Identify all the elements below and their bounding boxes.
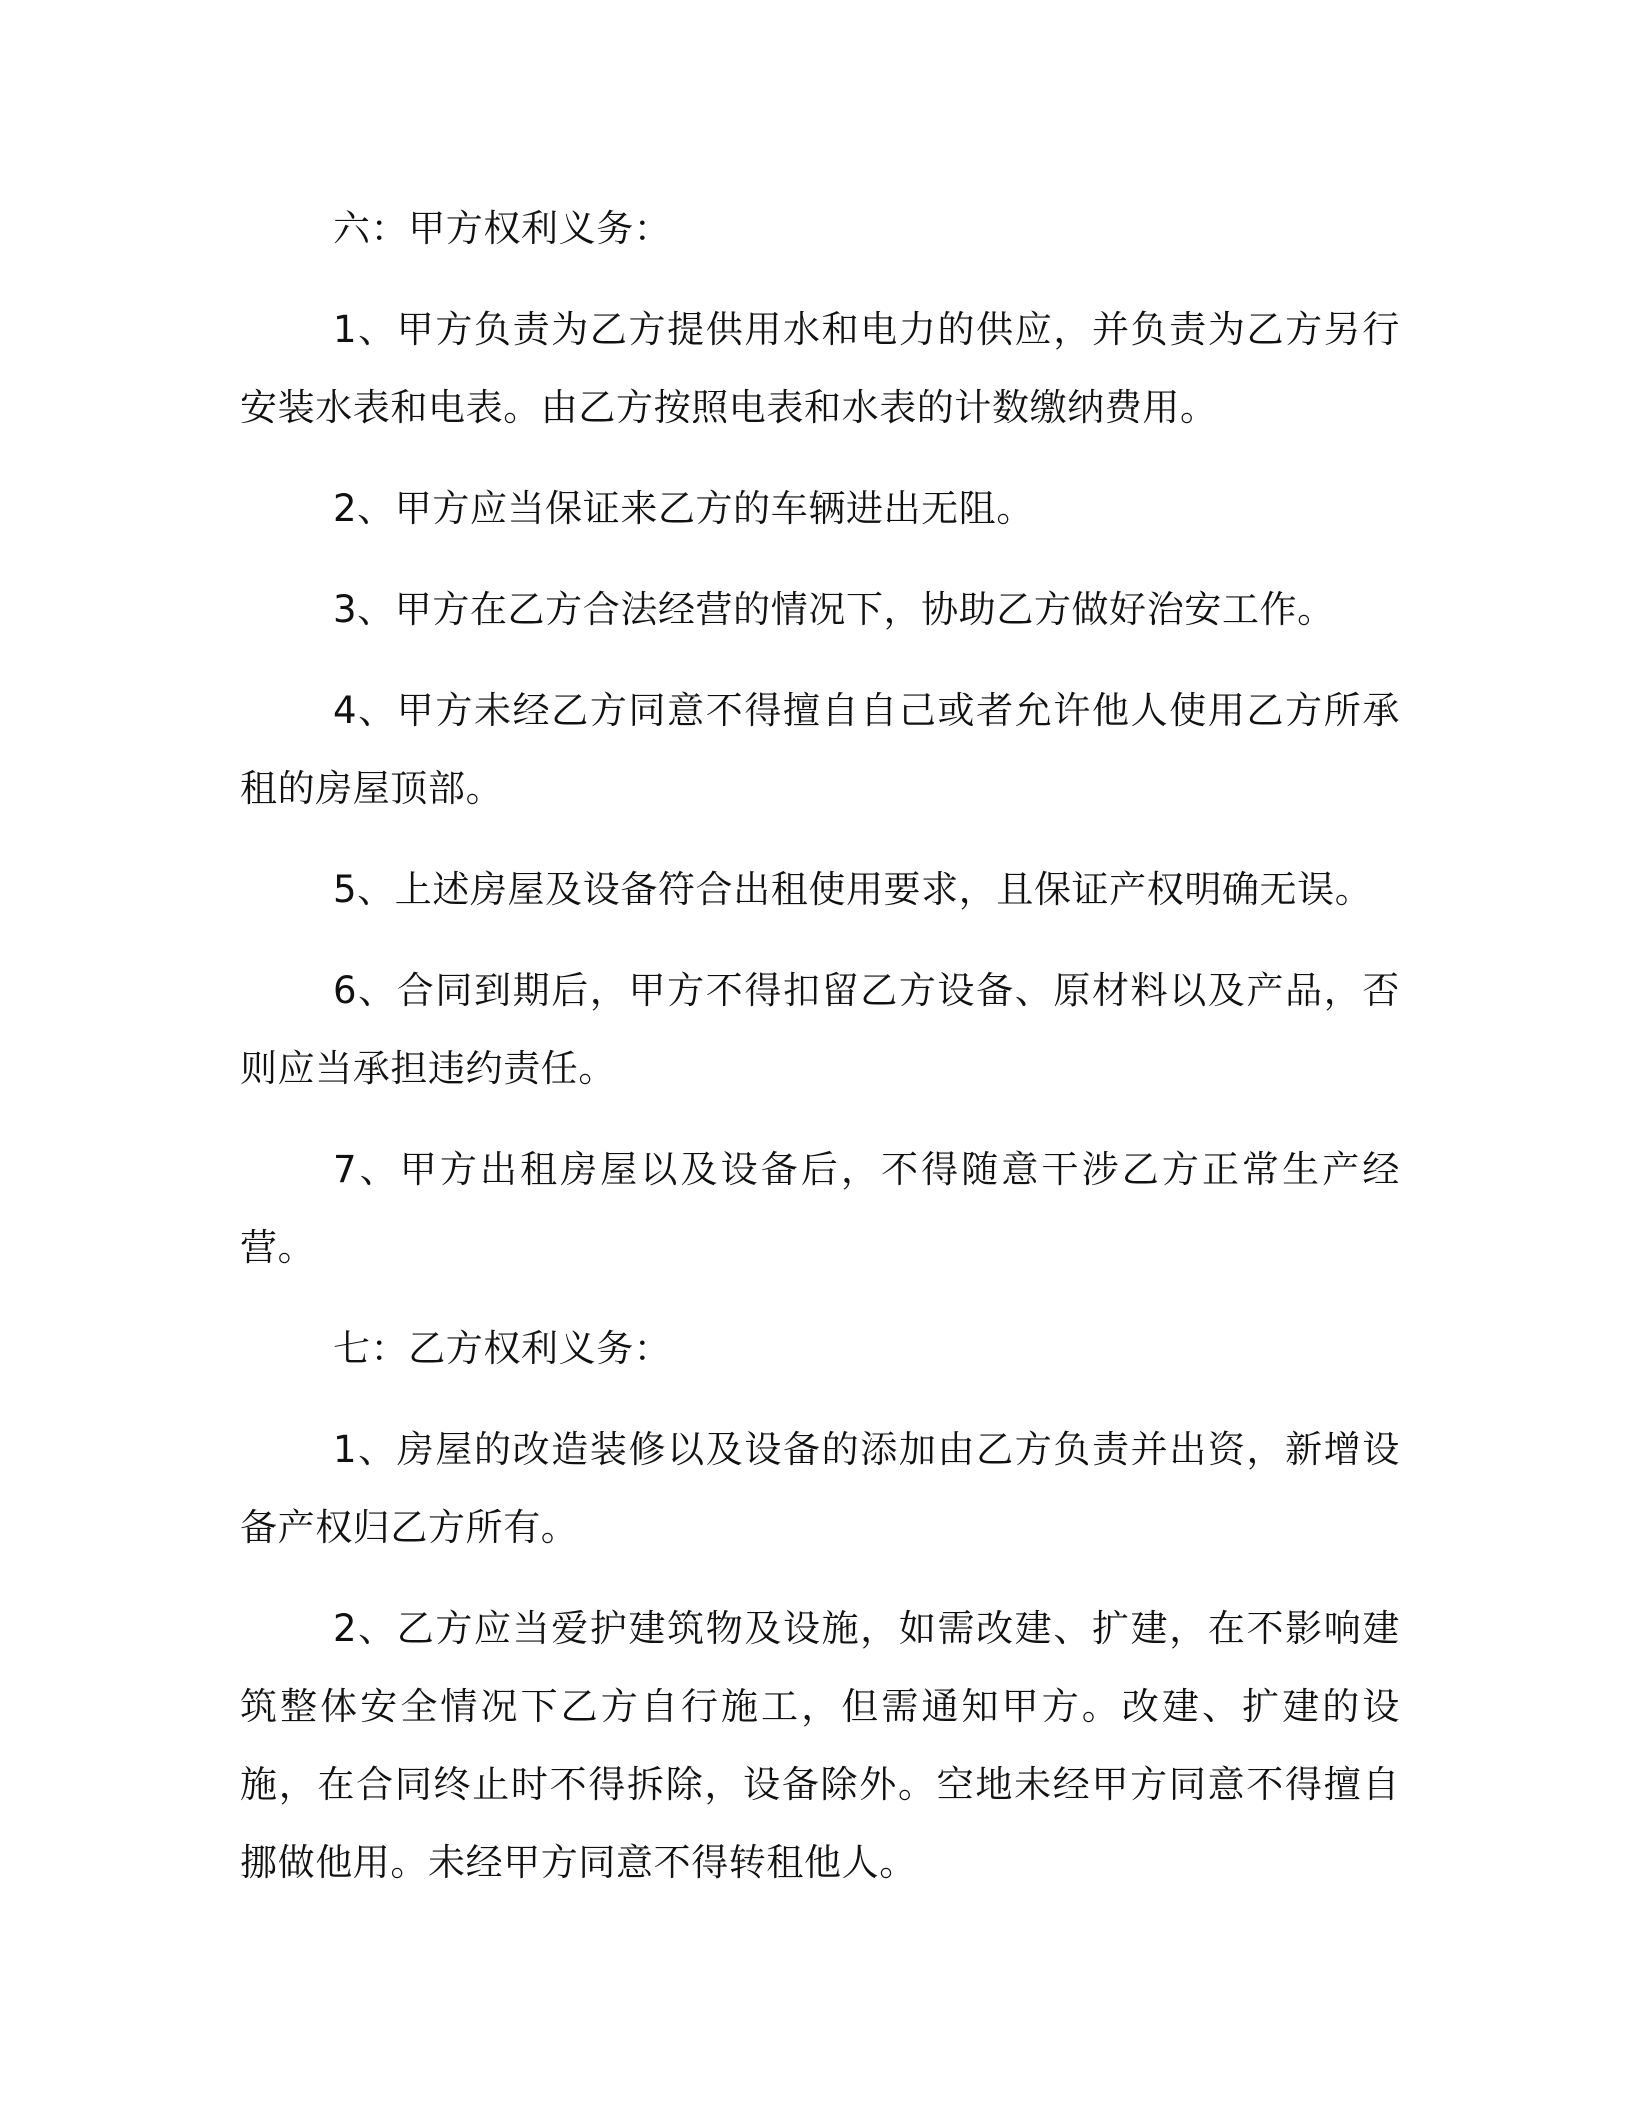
section-6-item-1: 1、甲方负责为乙方提供用水和电力的供应，并负责为乙方另行安装水表和电表。由乙方按照电表和水表的计数缴纳费用。 xyxy=(240,308,1400,429)
section-7-item-1: 1、房屋的改造装修以及设备的添加由乙方负责并出资，新增设备产权归乙方所有。 xyxy=(240,1428,1400,1549)
section-6-item-5: 5、上述房屋及设备符合出租使用要求，且保证产权明确无误。 xyxy=(333,868,1373,911)
section-6-item-4: 4、甲方未经乙方同意不得擅自自己或者允许他人使用乙方所承租的房屋顶部。 xyxy=(240,689,1400,810)
section-6-heading: 六：甲方权利义务： xyxy=(333,207,672,250)
document-body xyxy=(240,190,1400,1925)
section-7-item-2: 2、乙方应当爱护建筑物及设施，如需改建、扩建，在不影响建筑整体安全情况下乙方自行施工，但需通知甲方。改建、扩建的设施，在合同终止时不得拆除，设备除外。空地未经甲方同意不得擅自挪做他用。未经甲方同意不得转租他人。 xyxy=(240,1607,1400,1884)
section-6-item-2: 2、甲方应当保证来乙方的车辆进出无阻。 xyxy=(333,487,1034,530)
section-6-item-3: 3、甲方在乙方合法经营的情况下，协助乙方做好治安工作。 xyxy=(333,588,1335,631)
section-7-heading: 七：乙方权利义务： xyxy=(333,1327,672,1370)
section-6-item-6: 6、合同到期后，甲方不得扣留乙方设备、原材料以及产品，否则应当承担违约责任。 xyxy=(240,969,1400,1090)
section-6-item-7: 7、甲方出租房屋以及设备后，不得随意干涉乙方正常生产经营。 xyxy=(240,1148,1400,1269)
